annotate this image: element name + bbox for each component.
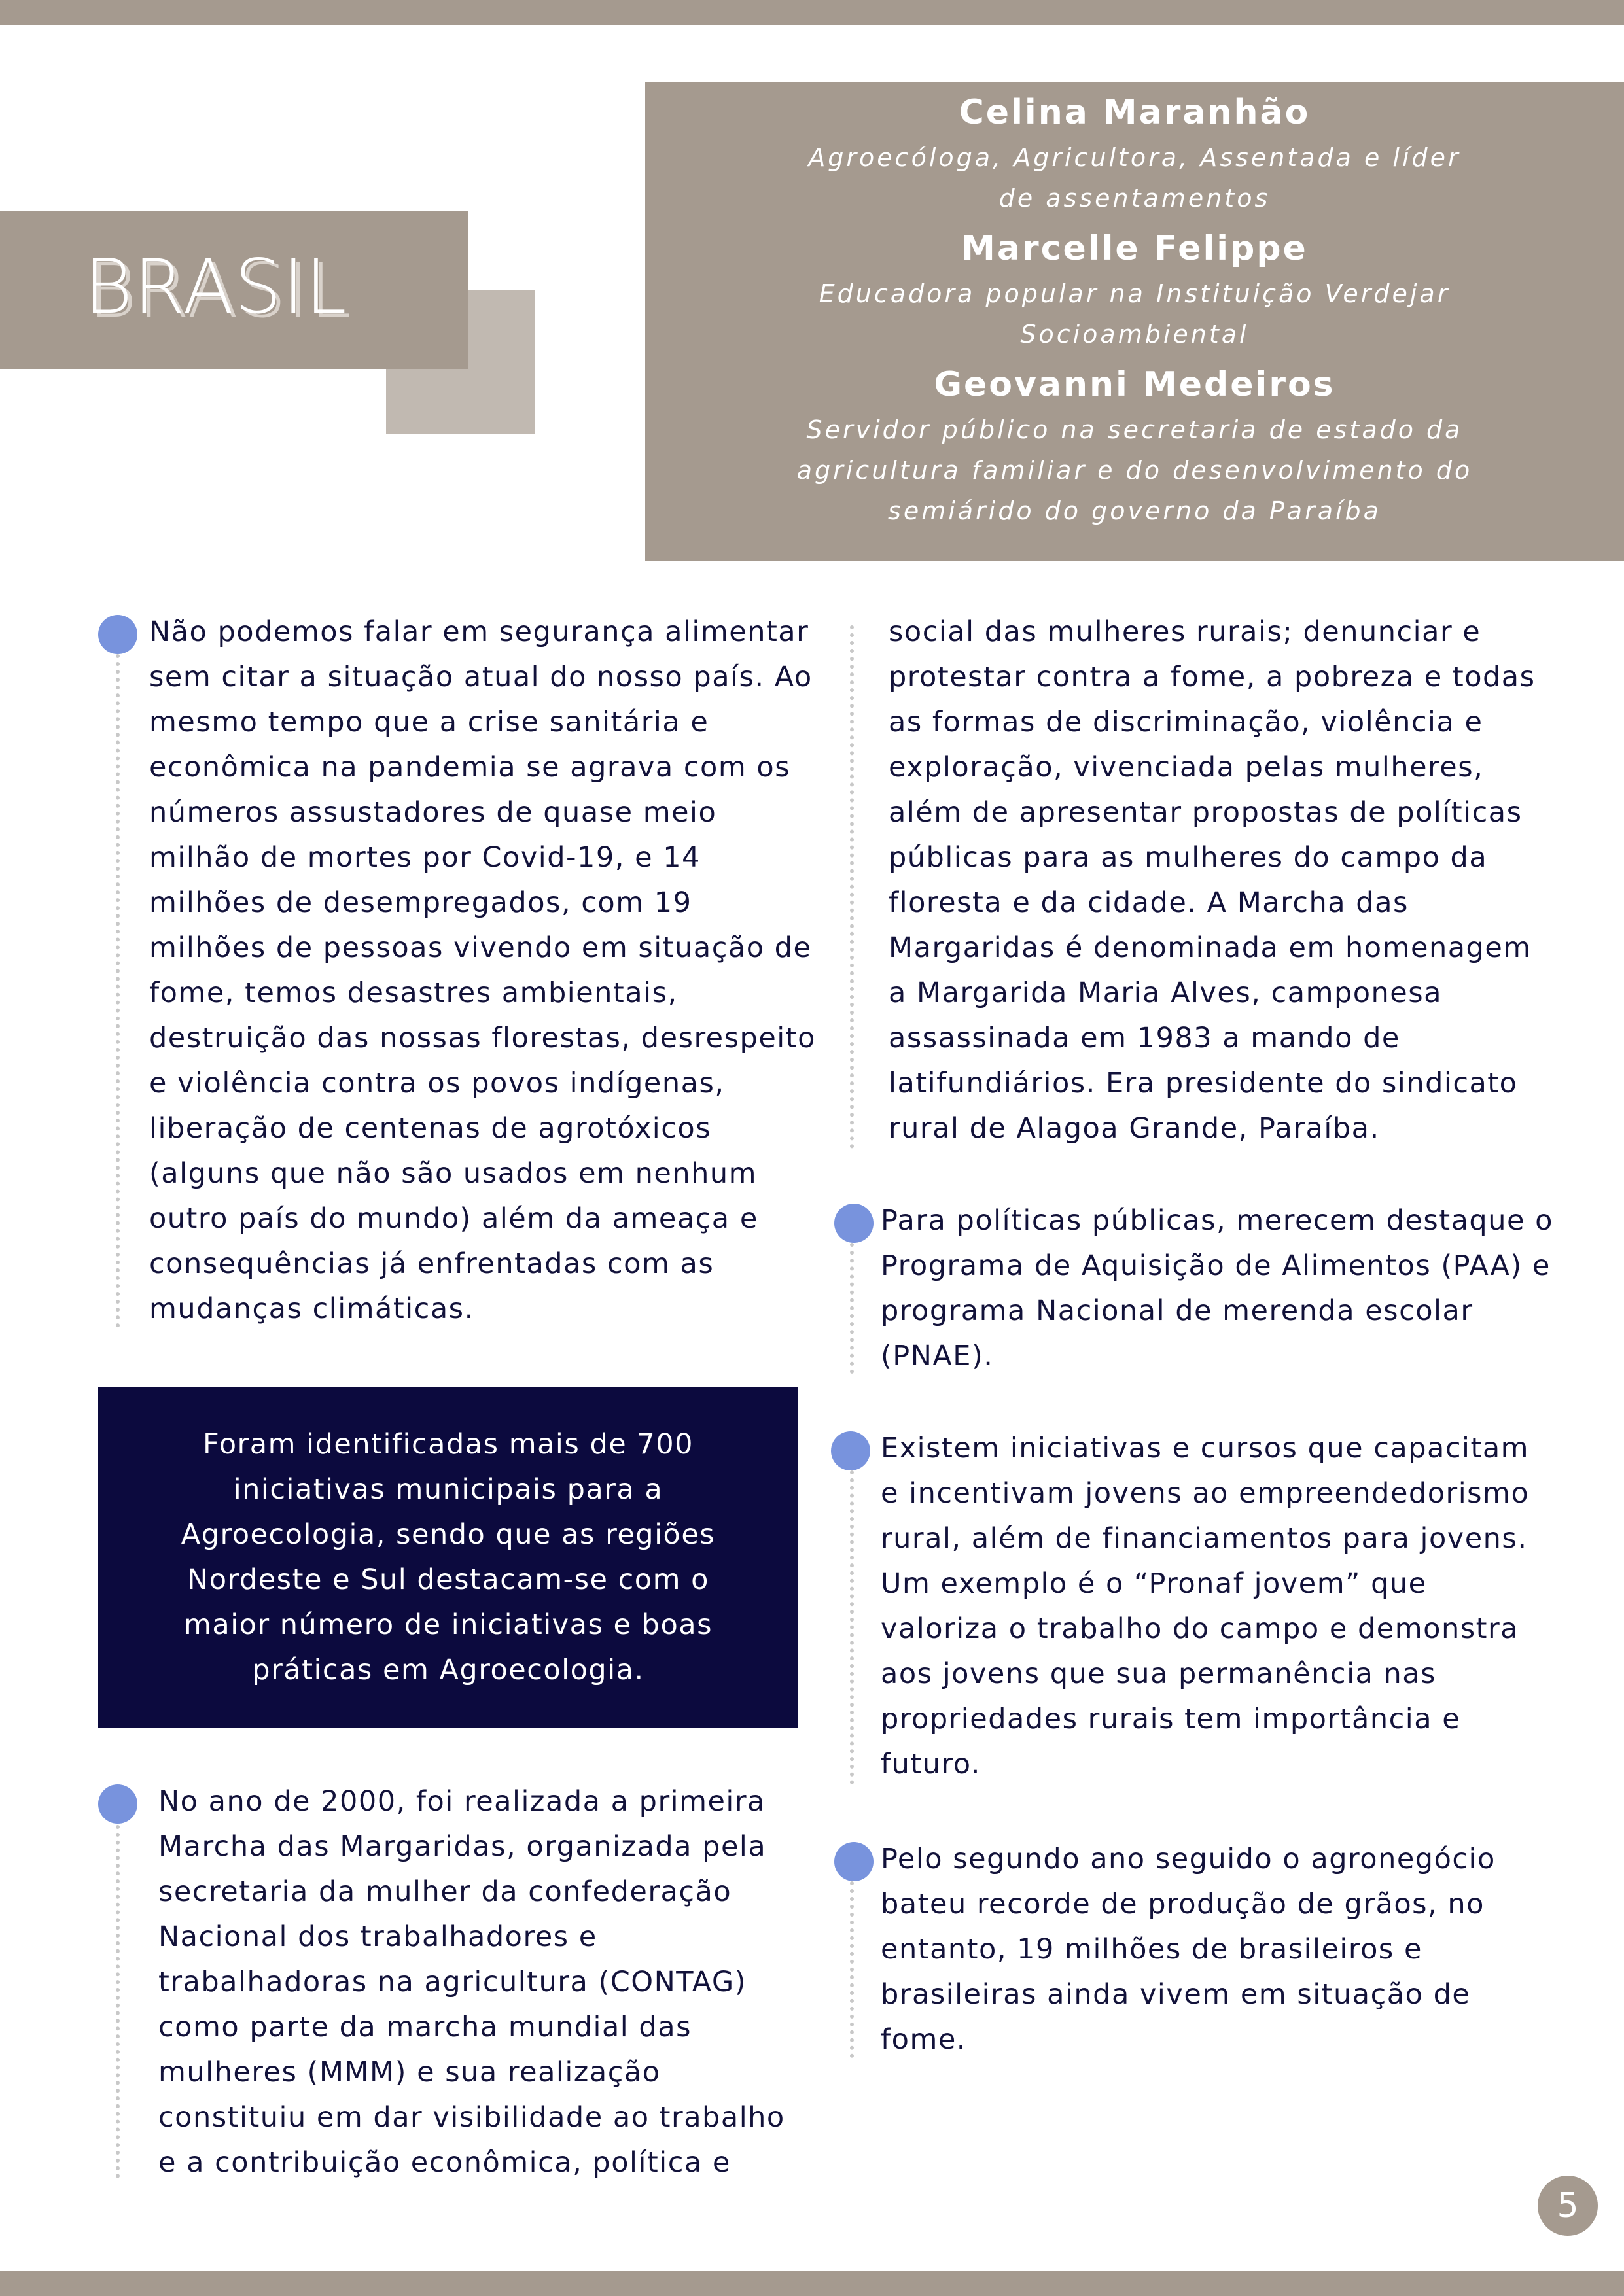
top-band xyxy=(0,0,1624,25)
dotted-line xyxy=(116,1825,120,2178)
author-name: Geovanni Medeiros xyxy=(934,365,1335,404)
author-3 xyxy=(645,365,1624,531)
author-1 xyxy=(645,93,1624,218)
bottom-band xyxy=(0,2271,1624,2296)
paragraph-public-policies: Para políticas públicas, merecem destaque o Programa de Aquisição de Alimentos (PAA) e programa Nacional de merenda escolar (PNAE). xyxy=(881,1204,1553,1372)
bullet-dot xyxy=(98,615,137,654)
paragraph-food-security: Não podemos falar em segurança alimentar sem citar a situação atual do nosso país. Ao mesmo tempo que a crise sanitária e econômica na pandemia se agrava com os números assustadores de quase meio milhão de mortes por Covid-19, e 14 milhões de desempregados, com 19 milhões de pessoas vivendo em situação de fome, temos desastres ambientais, destruição das nossas florestas, desrespeito e violência contra os povos indígenas, liberação de centenas de agrotóxicos (alguns que não são usados em nenhum outro país do mundo) além da ameaça e consequências já enfrentadas com as mudanças climáticas. xyxy=(149,616,816,1325)
paragraph-marcha-continued: social das mulheres rurais; denunciar e protestar contra a fome, a pobreza e todas as formas de discriminação, violência e exploração, vivenciada pelas mulheres, além de apresentar propostas de políticas públicas para as mulheres do campo da floresta e da cidade. A Marcha das Margaridas é denominada em homenagem a Margarida Maria Alves, camponesa assassinada em 1983 a mando de latifundiários. Era presidente do sindicato rural de Alagoa Grande, Paraíba. xyxy=(889,616,1536,1145)
bullet-dot xyxy=(98,1784,137,1824)
author-role: Servidor público na secretaria de estado da agricultura familiar e do desenvolvimento do semiárido do governo da Paraíba xyxy=(796,415,1473,525)
paragraph-youth-initiatives: Existem iniciativas e cursos que capacitam e incentivam jovens ao empreendedorismo rural, além de financiamentos para jovens. Um exemplo é o “Pronaf jovem” que valoriza o trabalho do campo e demonstra aos jovens que sua permanência nas propriedades rurais tem importância e futuro. xyxy=(881,1432,1530,1781)
author-name: Celina Maranhão xyxy=(959,93,1311,132)
paragraph-marcha-margaridas: No ano de 2000, foi realizada a primeira Marcha das Margaridas, organizada pela secretaria da mulher da confederação Nacional dos trabalhadores e trabalhadoras na agricultura (CONTAG) como parte da marcha mundial das mulheres (MMM) e sua realização constituiu em dar visibilidade ao trabalho e a contribuição econômica, política e xyxy=(158,1785,785,2179)
highlight-text: Foram identificadas mais de 700 iniciativas municipais para a Agroecologia, sendo que as regiões Nordeste e Sul destacam-se com o maior número de iniciativas e boas práticas em Agroecologia. xyxy=(181,1428,716,1686)
highlight-box xyxy=(98,1387,798,1728)
bullet-dot xyxy=(831,1431,870,1470)
dotted-line xyxy=(850,1881,854,2058)
dotted-line xyxy=(850,1470,854,1784)
dotted-line xyxy=(116,654,120,1328)
author-role: Educadora popular na Instituição Verdejar Socioambiental xyxy=(819,279,1451,349)
bullet-dot xyxy=(834,1842,874,1881)
author-role: Agroecóloga, Agricultora, Assentada e líder de assentamentos xyxy=(808,143,1461,213)
dotted-line xyxy=(850,1243,854,1374)
paragraph-agribusiness: Pelo segundo ano seguido o agronegócio bateu recorde de produção de grãos, no entanto, 19 milhões de brasileiros e brasileiras ainda vivem em situação de fome. xyxy=(881,1843,1496,2056)
dotted-line xyxy=(850,625,854,1149)
page-title: BRASIL xyxy=(84,243,347,330)
author-2 xyxy=(645,229,1624,355)
page-number: 5 xyxy=(1538,2176,1598,2236)
authors-panel xyxy=(645,82,1624,561)
author-name: Marcelle Felippe xyxy=(961,229,1308,268)
bullet-dot xyxy=(834,1204,874,1243)
